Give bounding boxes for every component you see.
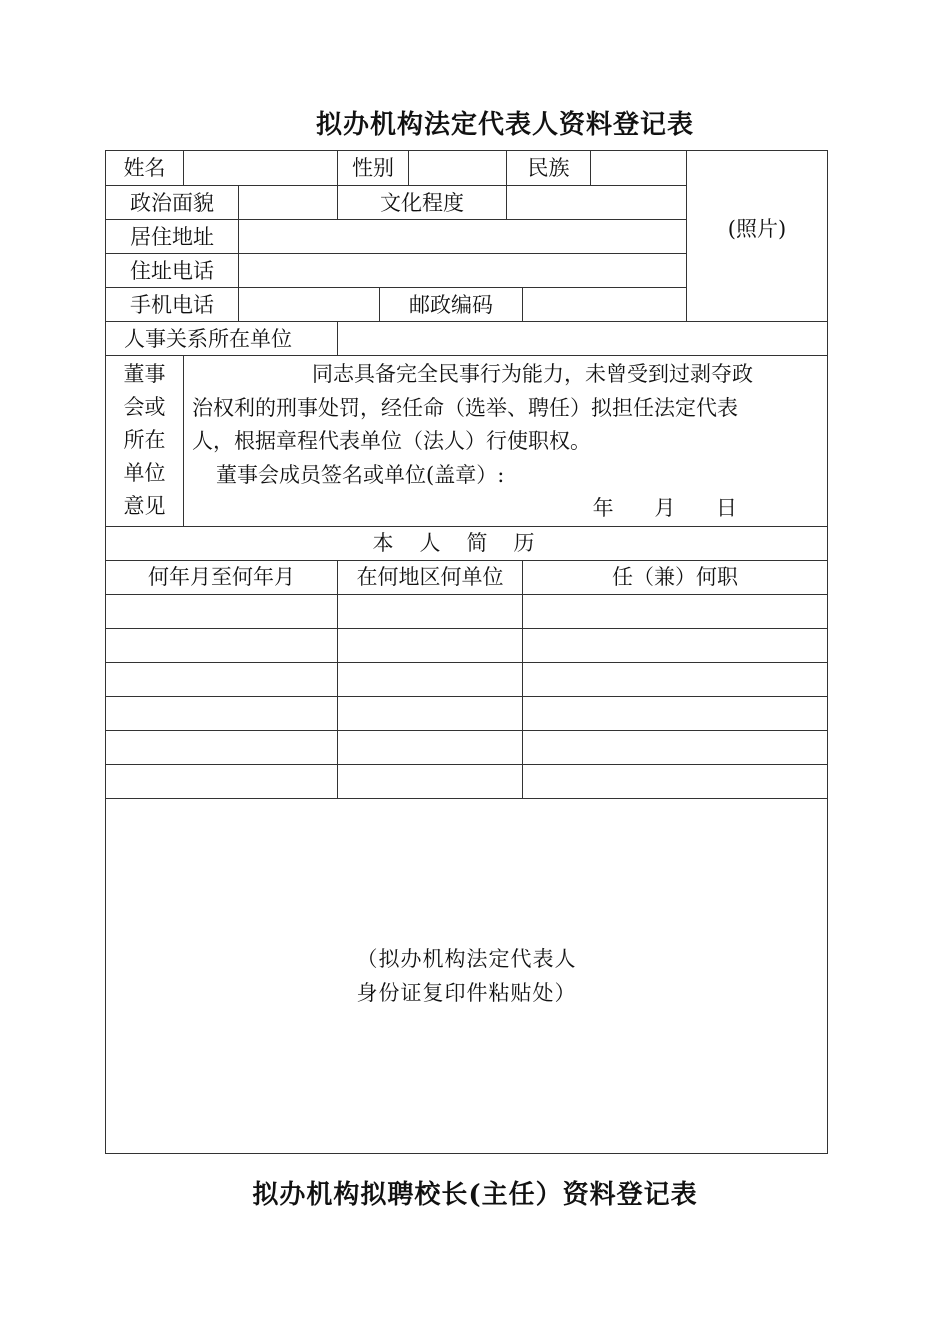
resume-cell-unit[interactable] [338, 764, 523, 798]
date-line [192, 492, 819, 526]
resume-row [106, 594, 828, 628]
resume-cell-unit[interactable] [338, 696, 523, 730]
month-label: 月 [654, 496, 676, 521]
resume-cell-period[interactable] [106, 696, 338, 730]
id-copy-area[interactable] [106, 798, 828, 1153]
photo-area[interactable] [687, 151, 828, 322]
photo-label: (照片) [727, 217, 787, 242]
education-field[interactable] [507, 186, 687, 220]
resume-cell-unit[interactable] [338, 594, 523, 628]
resume-cell-position[interactable] [523, 730, 828, 764]
form-title: 拟办机构法定代表人资料登记表 [315, 110, 694, 140]
education-label: 文化程度 [338, 186, 507, 220]
day-label: 日 [716, 496, 737, 521]
legal-representative-form [105, 150, 828, 1154]
mobile-phone-field[interactable] [239, 288, 380, 322]
signature-line: 董事会成员签名或单位(盖章）: [216, 462, 505, 487]
ethnicity-field[interactable] [591, 151, 687, 186]
gender-field[interactable] [409, 151, 507, 186]
resume-cell-period[interactable] [106, 730, 338, 764]
mobile-phone-label: 手机电话 [106, 288, 239, 322]
personnel-unit-label: 人事关系所在单位 [106, 322, 338, 356]
gender-label: 性别 [338, 151, 409, 186]
resume-cell-period[interactable] [106, 594, 338, 628]
political-status-label: 政治面貌 [106, 186, 239, 220]
resume-cell-position[interactable] [523, 628, 828, 662]
residence-phone-label: 住址电话 [106, 254, 239, 288]
resume-cell-position[interactable] [523, 764, 828, 798]
opinion-line-2: 治权利的刑事处罚，经任命（选举、聘任）拟担任法定代表 [192, 395, 738, 420]
resume-cell-position[interactable] [523, 594, 828, 628]
resume-cell-period[interactable] [106, 628, 338, 662]
resume-cell-unit[interactable] [338, 662, 523, 696]
postal-code-field[interactable] [523, 288, 687, 322]
personnel-unit-field[interactable] [338, 322, 828, 356]
resume-col-period: 何年月至何年月 [106, 560, 338, 594]
opinion-line-3: 人，根据章程代表单位（法人）行使职权。 [192, 429, 591, 454]
resume-row [106, 764, 828, 798]
residence-address-field[interactable] [239, 220, 687, 254]
resume-col-position: 任（兼）何职 [523, 560, 828, 594]
id-copy-line-1: （拟办机构法定代表人 [356, 946, 577, 971]
year-label: 年 [592, 496, 614, 521]
resume-cell-period[interactable] [106, 662, 338, 696]
name-field[interactable] [184, 151, 338, 186]
resume-header-row [106, 560, 828, 594]
resume-cell-unit[interactable] [338, 628, 523, 662]
id-copy-line-2: 身份证复印件粘贴处） [356, 980, 577, 1005]
resume-cell-position[interactable] [523, 696, 828, 730]
political-status-field[interactable] [239, 186, 338, 220]
resume-cell-position[interactable] [523, 662, 828, 696]
opinion-content[interactable] [184, 356, 828, 527]
second-form-title: 拟办机构拟聘校长(主任）资料登记表 [252, 1180, 698, 1210]
resume-col-unit: 在何地区何单位 [338, 560, 523, 594]
resume-row [106, 730, 828, 764]
resume-cell-period[interactable] [106, 764, 338, 798]
resume-row [106, 696, 828, 730]
residence-address-label: 居住地址 [106, 220, 239, 254]
opinion-line-1: 同志具备完全民事行为能力，未曾受到过剥夺政 [312, 362, 753, 387]
residence-phone-field[interactable] [239, 254, 687, 288]
postal-code-label: 邮政编码 [380, 288, 523, 322]
name-label: 姓名 [106, 151, 184, 186]
resume-row [106, 662, 828, 696]
resume-heading: 本人简历 [106, 526, 828, 560]
ethnicity-label: 民族 [507, 151, 591, 186]
opinion-label: 董事会或所在单位意见 [106, 356, 184, 527]
resume-cell-unit[interactable] [338, 730, 523, 764]
resume-row [106, 628, 828, 662]
